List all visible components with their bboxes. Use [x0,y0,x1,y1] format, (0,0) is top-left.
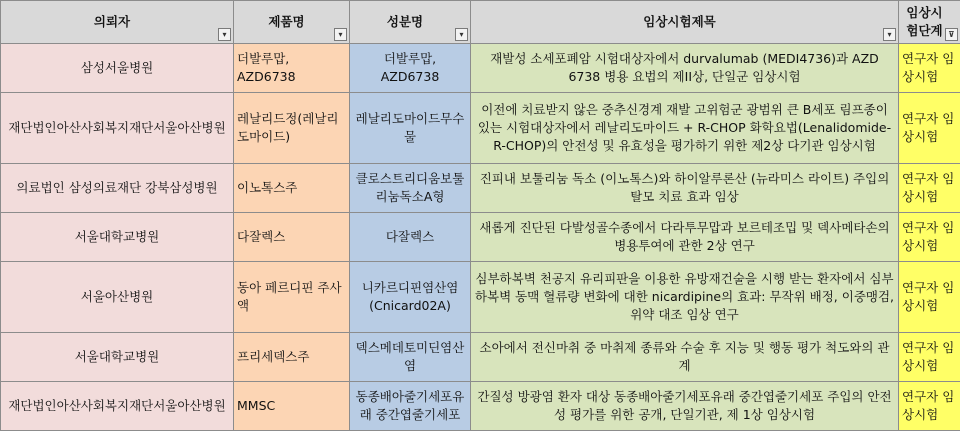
sponsor-cell[interactable]: 재단법인아산사회복지재단서울아산병원 [1,92,234,163]
trial-title-cell[interactable]: 심부하복벽 천공지 유리피판을 이용한 유방재건술을 시행 받는 환자에서 심부하복벽 동맥 혈류량 변화에 대한 nicardipine의 효과: 무작위 배정, 이중맹검, 위약 대조 임상 연구 [471,261,899,332]
product-cell[interactable]: 프리세덱스주 [234,333,350,382]
filter-dropdown-icon[interactable]: ▾ [883,28,896,41]
phase-cell[interactable]: 연구자 임상시험 [899,261,960,332]
ingredient-cell[interactable]: 레날리도마이드무수물 [350,92,471,163]
sponsor-cell[interactable]: 서울아산병원 [1,261,234,332]
product-cell[interactable]: 레날리드정(레날리도마이드) [234,92,350,163]
phase-cell[interactable]: 연구자 임상시험 [899,213,960,262]
trial-title-cell[interactable]: 소아에서 전신마취 중 마취제 종류와 수술 후 지능 및 행동 평가 척도와의 관계 [471,333,899,382]
product-cell[interactable]: 더발루맙, AZD6738 [234,44,350,93]
trial-title-cell[interactable]: 재발성 소세포폐암 시험대상자에서 durvalumab (MEDI4736)과 AZD 6738 병용 요법의 제II상, 단일군 임상시험 [471,44,899,93]
filter-dropdown-icon[interactable]: ▾ [455,28,468,41]
table-row [1,382,960,431]
header-row [1,1,960,44]
sponsor-cell[interactable]: 재단법인아산사회복지재단서울아산병원 [1,382,234,431]
phase-cell[interactable]: 연구자 임상시험 [899,333,960,382]
trial-title-cell[interactable]: 진피내 보툴리눔 독소 (이노톡스)와 하이알루론산 (뉴라미스 라이트) 주입의 탈모 치료 효과 임상 [471,164,899,213]
table-row [1,44,960,93]
filter-dropdown-icon[interactable]: ▾ [334,28,347,41]
phase-cell[interactable]: 연구자 임상시험 [899,44,960,93]
trial-title-cell[interactable]: 간질성 방광염 환자 대상 동종배아줄기세포유래 중간엽줄기세포 주입의 안전성 평가를 위한 공개, 단일기관, 제 1상 임상시험 [471,382,899,431]
ingredient-cell[interactable]: 다잘렉스 [350,213,471,262]
header-phase[interactable]: 임상시험단계 ⊽ [899,1,960,44]
ingredient-cell[interactable]: 더발루맙, AZD6738 [350,44,471,93]
product-cell[interactable]: 다잘렉스 [234,213,350,262]
table-row [1,213,960,262]
table-row [1,333,960,382]
header-title[interactable]: 임상시험제목 ▾ [471,1,899,44]
product-cell[interactable]: MMSC [234,382,350,431]
trial-title-cell[interactable]: 새롭게 진단된 다발성골수종에서 다라투무맙과 보르테조밉 및 덱사메타손의 병용투여에 관한 2상 연구 [471,213,899,262]
trial-title-cell[interactable]: 이전에 치료받지 않은 중추신경계 재발 고위험군 광범위 큰 B세포 림프종이 있는 시험대상자에서 레날리도마이드 + R-CHOP 화학요법(Lenalidomide-R-CHOP)의 안전성 및 유효성을 평가하기 위한 제2상 다기관 임상시험 [471,92,899,163]
sponsor-cell[interactable]: 삼성서울병원 [1,44,234,93]
product-cell[interactable]: 동아 페르디핀 주사액 [234,261,350,332]
filter-dropdown-icon[interactable]: ▾ [218,28,231,41]
ingredient-cell[interactable]: 클로스트리디움보툴리눔독소A형 [350,164,471,213]
header-sponsor[interactable]: 의뢰자 ▾ [1,1,234,44]
phase-cell[interactable]: 연구자 임상시험 [899,92,960,163]
table-row [1,164,960,213]
header-product[interactable]: 제품명 ▾ [234,1,350,44]
table-row [1,261,960,332]
sponsor-cell[interactable]: 서울대학교병원 [1,333,234,382]
product-cell[interactable]: 이노톡스주 [234,164,350,213]
phase-cell[interactable]: 연구자 임상시험 [899,382,960,431]
phase-cell[interactable]: 연구자 임상시험 [899,164,960,213]
ingredient-cell[interactable]: 니카르디핀염산염(Cnicard02A) [350,261,471,332]
ingredient-cell[interactable]: 동종배아줄기세포유래 중간엽줄기세포 [350,382,471,431]
table-row [1,92,960,163]
sponsor-cell[interactable]: 서울대학교병원 [1,213,234,262]
sponsor-cell[interactable]: 의료법인 삼성의료재단 강북삼성병원 [1,164,234,213]
ingredient-cell[interactable]: 덱스메데토미딘염산염 [350,333,471,382]
filter-active-icon[interactable]: ⊽ [945,28,958,41]
header-ingredient[interactable]: 성분명 ▾ [350,1,471,44]
